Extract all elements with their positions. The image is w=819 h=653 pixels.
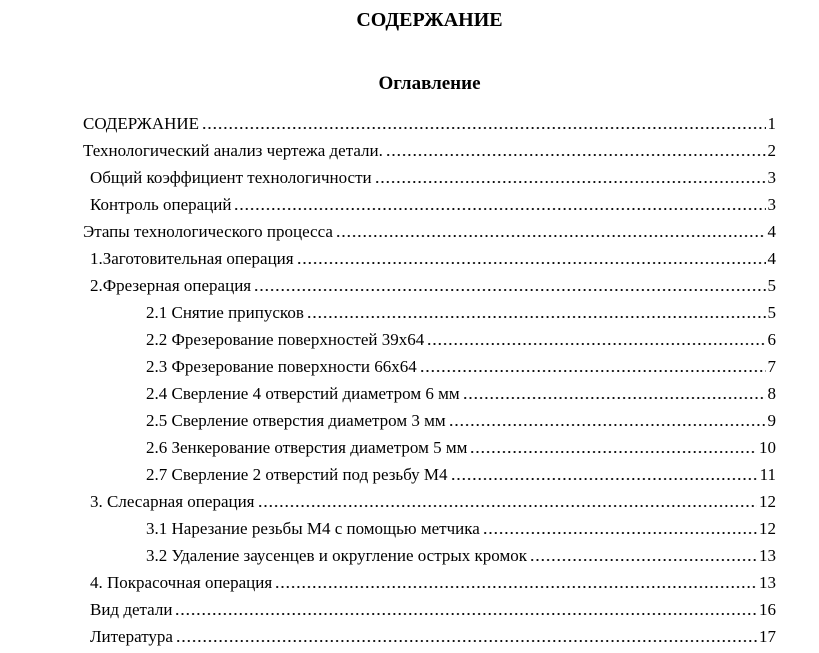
toc-entry[interactable] (83, 272, 776, 299)
toc-entry[interactable] (83, 137, 776, 164)
dot-leader (471, 451, 757, 453)
dot-leader (176, 613, 757, 615)
toc-entry-page: 4 (767, 222, 776, 241)
toc-entry[interactable] (83, 434, 776, 461)
toc-list (83, 110, 776, 650)
toc-entry[interactable] (83, 191, 776, 218)
toc-entry-label[interactable]: Этапы технологического процесса (83, 222, 333, 241)
dot-leader (452, 478, 758, 480)
toc-entry-page: 5 (767, 303, 776, 322)
toc-entry-label[interactable]: Контроль операций (90, 195, 232, 214)
toc-entry-label[interactable]: Технологический анализ чертежа детали. (83, 141, 383, 160)
toc-entry-page: 12 (759, 492, 776, 511)
toc-entry-page: 9 (767, 411, 776, 430)
toc-entry-label[interactable]: Общий коэффициент технологичности (90, 168, 372, 187)
toc-entry-label[interactable]: 2.7 Сверление 2 отверстий под резьбу М4 (146, 465, 448, 484)
dot-leader (255, 289, 765, 291)
toc-entry-page: 12 (759, 519, 776, 538)
toc-entry-label[interactable]: Вид детали (90, 600, 173, 619)
toc-entry-label[interactable]: 4. Покрасочная операция (90, 573, 273, 592)
toc-entry-page: 11 (759, 465, 776, 484)
toc-entry-page: 13 (759, 546, 776, 565)
toc-heading: Оглавление (378, 73, 481, 94)
toc-entry-label[interactable]: СОДЕРЖАНИЕ (83, 114, 200, 133)
toc-entry-label[interactable]: 1.Заготовительная операция (90, 249, 294, 268)
toc-entry-page: 16 (759, 600, 776, 619)
toc-entry[interactable] (83, 164, 776, 191)
toc-entry-label[interactable]: 3.1 Нарезание резьбы М4 с помощью метчика (146, 519, 480, 538)
dot-leader (421, 370, 766, 372)
toc-entry[interactable] (83, 326, 776, 353)
toc-entry-page: 5 (767, 276, 776, 295)
toc-entry[interactable] (83, 380, 776, 407)
toc-entry-label[interactable]: 2.3 Фрезерование поверхности 66х64 (146, 357, 417, 376)
toc-entry[interactable] (83, 110, 776, 137)
dot-leader (259, 505, 757, 507)
toc-entry-page: 17 (759, 627, 776, 646)
dot-leader (484, 532, 757, 534)
toc-entry-page: 13 (759, 573, 776, 592)
toc-entry-page: 2 (767, 141, 776, 160)
dot-leader (276, 586, 757, 588)
toc-entry-label[interactable]: Литература (90, 627, 173, 646)
toc-entry-label[interactable]: 2.4 Сверление 4 отверстий диаметром 6 мм (146, 384, 460, 403)
toc-entry-label[interactable]: 2.2 Фрезерование поверхностей 39х64 (146, 330, 425, 349)
dot-leader (298, 262, 766, 264)
document-title: СОДЕРЖАНИЕ (356, 9, 503, 31)
dot-leader (203, 127, 765, 129)
toc-entry-page: 3 (767, 195, 776, 214)
toc-entry[interactable] (83, 218, 776, 245)
dot-leader (428, 343, 765, 345)
toc-entry[interactable] (83, 407, 776, 434)
toc-entry-page: 1 (767, 114, 776, 133)
dot-leader (464, 397, 766, 399)
dot-leader (177, 640, 757, 642)
toc-entry[interactable] (83, 461, 776, 488)
toc-entry[interactable] (83, 596, 776, 623)
toc-entry[interactable] (83, 353, 776, 380)
toc-entry-label[interactable]: 2.5 Сверление отверстия диаметром 3 мм (146, 411, 446, 430)
toc-entry-label[interactable]: 2.Фрезерная операция (90, 276, 252, 295)
toc-entry-label[interactable]: 3. Слесарная операция (90, 492, 255, 511)
toc-entry[interactable] (83, 299, 776, 326)
toc-entry[interactable] (83, 488, 776, 515)
toc-entry-page: 8 (767, 384, 776, 403)
toc-entry[interactable] (83, 569, 776, 596)
toc-entry[interactable] (83, 245, 776, 272)
toc-entry-page: 4 (767, 249, 776, 268)
toc-entry[interactable] (83, 542, 776, 569)
dot-leader (387, 154, 766, 156)
toc-entry-label[interactable]: 2.6 Зенкерование отверстия диаметром 5 мм (146, 438, 468, 457)
toc-entry-page: 7 (767, 357, 776, 376)
toc-entry-page: 3 (767, 168, 776, 187)
dot-leader (337, 235, 766, 237)
dot-leader (235, 208, 765, 210)
toc-entry[interactable] (83, 515, 776, 542)
toc-entry-label[interactable]: 2.1 Снятие припусков (146, 303, 304, 322)
toc-entry[interactable] (83, 623, 776, 650)
dot-leader (308, 316, 766, 318)
toc-entry-page: 6 (767, 330, 776, 349)
dot-leader (376, 181, 766, 183)
toc-entry-label[interactable]: 3.2 Удаление заусенцев и округление острых кромок (146, 546, 527, 565)
toc-entry-page: 10 (759, 438, 776, 457)
dot-leader (450, 424, 766, 426)
dot-leader (531, 559, 757, 561)
